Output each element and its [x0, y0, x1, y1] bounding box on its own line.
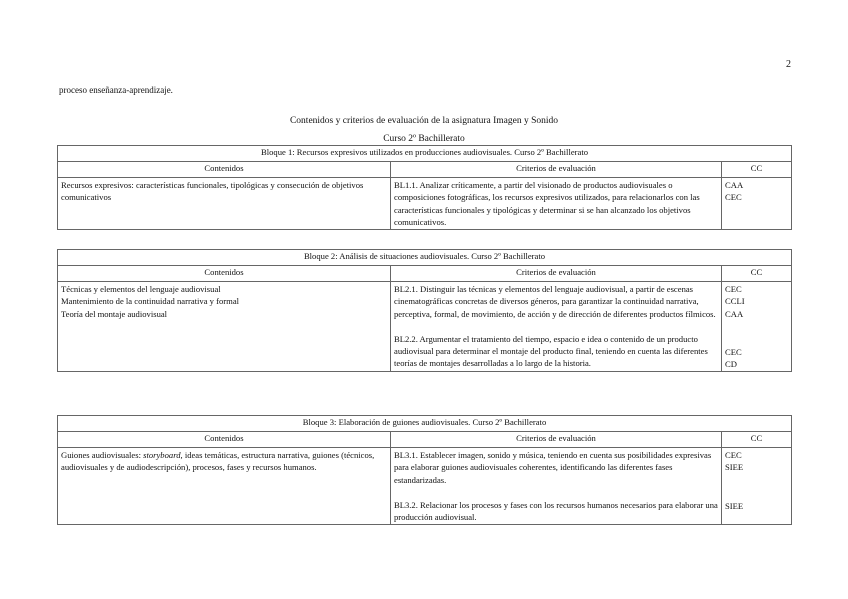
header-contenidos: Contenidos [58, 432, 391, 448]
document-title: Contenidos y criterios de evaluación de la asignatura Imagen y Sonido [289, 116, 559, 126]
header-criterios: Criterios de evaluación [391, 432, 722, 448]
content-item [61, 449, 387, 474]
header-cc: CC [722, 266, 792, 282]
content-prefix: Guiones audiovisuales: [61, 450, 144, 460]
block-title: Bloque 2: Análisis de situaciones audiovisuales. Curso 2º Bachillerato [58, 250, 792, 266]
block-3-table [57, 415, 792, 525]
criteria-cell [391, 282, 722, 372]
criterion-text: BL2.1. Distinguir las técnicas y elementos del lenguaje audiovisual, a partir de escenas cinematográficas concretas de diversos géneros, para garantizar la continuidad narrativa, perceptiva, formal, de movimiento, de acción y de dirección de diferentes productos fílmicos. [394, 284, 716, 319]
table-row [58, 178, 792, 230]
content-item: Mantenimiento de la continuidad narrativa y formal [61, 296, 240, 307]
block-title: Bloque 3: Elaboración de guiones audiovisuales. Curso 2º Bachillerato [58, 416, 792, 432]
cc-code: CD [725, 359, 737, 370]
content-item: Técnicas y elementos del lenguaje audiovisual [61, 284, 221, 294]
table-row [58, 448, 792, 525]
criteria-cell [391, 448, 722, 525]
cc-code: CEC [725, 192, 742, 203]
criterion-text: BL3.2. Relacionar los procesos y fases con los recursos humanos necesarios para elaborar una producción audiovisual. [394, 499, 718, 523]
page-number: 2 [786, 59, 791, 70]
cc-code: CEC [725, 284, 742, 294]
content-italic-term: storyboard [143, 450, 181, 460]
cc-code: CCLI [725, 296, 745, 307]
header-cc: CC [722, 162, 792, 178]
course-label: Curso 2º Bachillerato [383, 134, 465, 144]
header-contenidos: Contenidos [58, 266, 391, 282]
cc-code: SIEE [725, 500, 744, 511]
block-title: Bloque 1: Recursos expresivos utilizados en producciones audiovisuales. Curso 2º Bachillerato [58, 146, 792, 162]
content-item: Teoría del montaje audiovisual [61, 308, 168, 319]
cc-code: SIEE [725, 462, 744, 473]
header-criterios: Criterios de evaluación [391, 162, 722, 178]
cc-code: CAA [725, 308, 744, 319]
lead-text: proceso enseñanza-aprendizaje. [59, 85, 173, 95]
content-suffix: , ideas temáticas, estructura narrativa, guiones (técnicos, audiovisuales y de audiodescripción), procesos, fases y recursos humanos. [61, 450, 375, 473]
contents-cell [58, 178, 391, 230]
criteria-cell [391, 178, 722, 230]
content-item: Recursos expresivos: características funcionales, tipológicas y consecución de objetivos comunicativos [61, 180, 364, 203]
criterion-text: BL2.2. Argumentar el tratamiento del tiempo, espacio e idea o contenido de un producto audiovisual para determinar el montaje del producto final, teniendo en cuenta las diferentes teorías de montajes desarrolladas a lo largo de la historia. [394, 333, 708, 369]
block-1-table [57, 145, 792, 230]
cc-cell [722, 448, 792, 525]
cc-code: CAA [725, 180, 744, 190]
cc-cell [722, 282, 792, 372]
criterion-text: BL3.1. Establecer imagen, sonido y música, teniendo en cuenta sus posibilidades expresivas para elaborar guiones audiovisuales coherentes, identificando las diferentes fases estandarizadas. [394, 450, 712, 485]
criterion-text: BL1.1. Analizar críticamente, a partir del visionado de productos audiovisuales o composiciones fotográficas, los recursos expresivos utilizados, para relacionarlos con las características funcionales y tipológicas y determinar si se han alcanzado los objetivos comunicativos. [394, 180, 700, 227]
header-contenidos: Contenidos [58, 162, 391, 178]
block-2-table [57, 249, 792, 372]
contents-cell [58, 282, 391, 372]
table-row [58, 282, 792, 372]
header-criterios: Criterios de evaluación [391, 266, 722, 282]
cc-code: CEC [725, 346, 742, 357]
header-cc: CC [722, 432, 792, 448]
contents-cell [58, 448, 391, 525]
cc-cell [722, 178, 792, 230]
cc-code: CEC [725, 450, 742, 460]
